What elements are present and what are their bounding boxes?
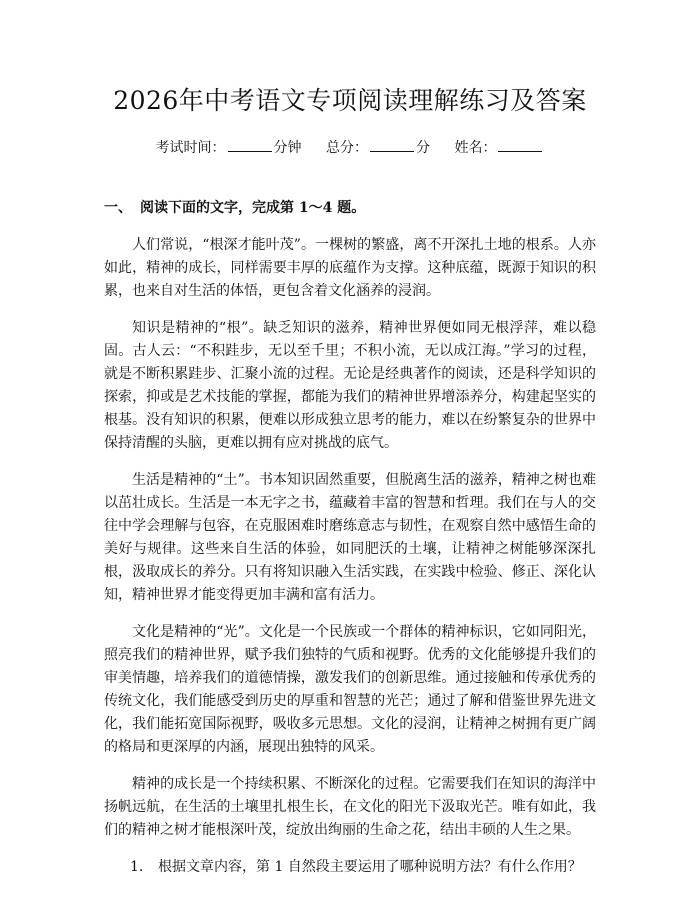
name-field xyxy=(454,138,544,158)
passage-paragraph: 人们常说，“根深才能叶茂”。一棵树的繁盛，离不开深扎土地的根系。人亦如此，精神的成长，同样需要丰厚的底蕴作为支撑。这种底蕴，既源于知识的积累，也来自对生活的体悟，更包含着文化涵养的浸润。 xyxy=(104,237,596,299)
passage-paragraph: 知识是精神的“根”。缺乏知识的滋养，精神世界便如同无根浮萍，难以稳固。古人云：“不积跬步，无以至千里；不积小流，无以成江海。”学习的过程，就是不断积累跬步、汇聚小流的过程。无论是经典著作的阅读，还是科学知识的探索，抑或是艺术技能的掌握，都能为我们的精神世界增添养分，构建起坚实的根基。没有知识的积累，便难以形成独立思考的能力，难以在纷繁复杂的世界中保持清醒的头脑，更难以拥有应对挑战的底气。 xyxy=(104,320,596,451)
question-number: 1. xyxy=(130,859,144,875)
question-text: 根据文章内容，第 1 自然段主要运用了哪种说明方法？有什么作用？ xyxy=(158,859,582,875)
document-title: 2026年中考语文专项阅读理解练习及答案 xyxy=(113,86,587,115)
exam-time-label: 考试时间： xyxy=(155,140,226,156)
total-score-field xyxy=(326,138,430,158)
passage-paragraph: 文化是精神的“光”。文化是一个民族或一个群体的精神标识，它如同阳光，照亮我们的精神世界，赋予我们独特的气质和视野。优秀的文化能够提升我们的审美情趣，培养我们的道德情操，激发我们的创新思维。通过接触和传承优秀的传统文化，我们能感受到历史的厚重和智慧的光芒；通过了解和借鉴世界先进文化，我们能拓宽国际视野，吸收多元思想。文化的浸润，让精神之树拥有更广阔的格局和更深厚的内涵，展现出独特的风采。 xyxy=(104,624,596,755)
section-number: 一、 xyxy=(104,200,132,216)
question-item xyxy=(104,856,596,879)
passage-paragraph: 精神的成长是一个持续积累、不断深化的过程。它需要我们在知识的海洋中扬帆远航，在生活的土壤里扎根生长，在文化的阳光下汲取光芒。唯有如此，我们的精神之树才能根深叶茂，绽放出绚丽的生命之花，结出丰硕的人生之果。 xyxy=(104,776,596,838)
total-score-label: 总分： xyxy=(326,140,368,156)
exam-info-line xyxy=(104,138,596,158)
exam-time-blank xyxy=(228,139,272,152)
passage-paragraph: 生活是精神的“土”。书本知识固然重要，但脱离生活的滋养，精神之树也难以茁壮成长。生活是一本无字之书，蕴藏着丰富的智慧和哲理。我们在与人的交往中学会理解与包容，在克服困难时磨练意志与韧性，在观察自然中感悟生命的美好与规律。这些来自生活的体验，如同肥沃的土壤，让精神之树能够深深扎根，汲取成长的养分。只有将知识融入生活实践，在实践中检验、修正、深化认知，精神世界才能变得更加丰满和富有活力。 xyxy=(104,472,596,603)
total-score-unit: 分 xyxy=(416,140,430,156)
name-label: 姓名： xyxy=(454,140,497,156)
reading-passage xyxy=(104,234,596,842)
exam-time-field xyxy=(156,138,302,158)
total-score-blank xyxy=(370,139,414,152)
section-heading xyxy=(104,198,596,218)
section-heading-text: 阅读下面的文字，完成第 1～4 题。 xyxy=(140,200,366,216)
exam-time-unit: 分钟 xyxy=(273,140,302,156)
name-blank xyxy=(498,139,542,152)
